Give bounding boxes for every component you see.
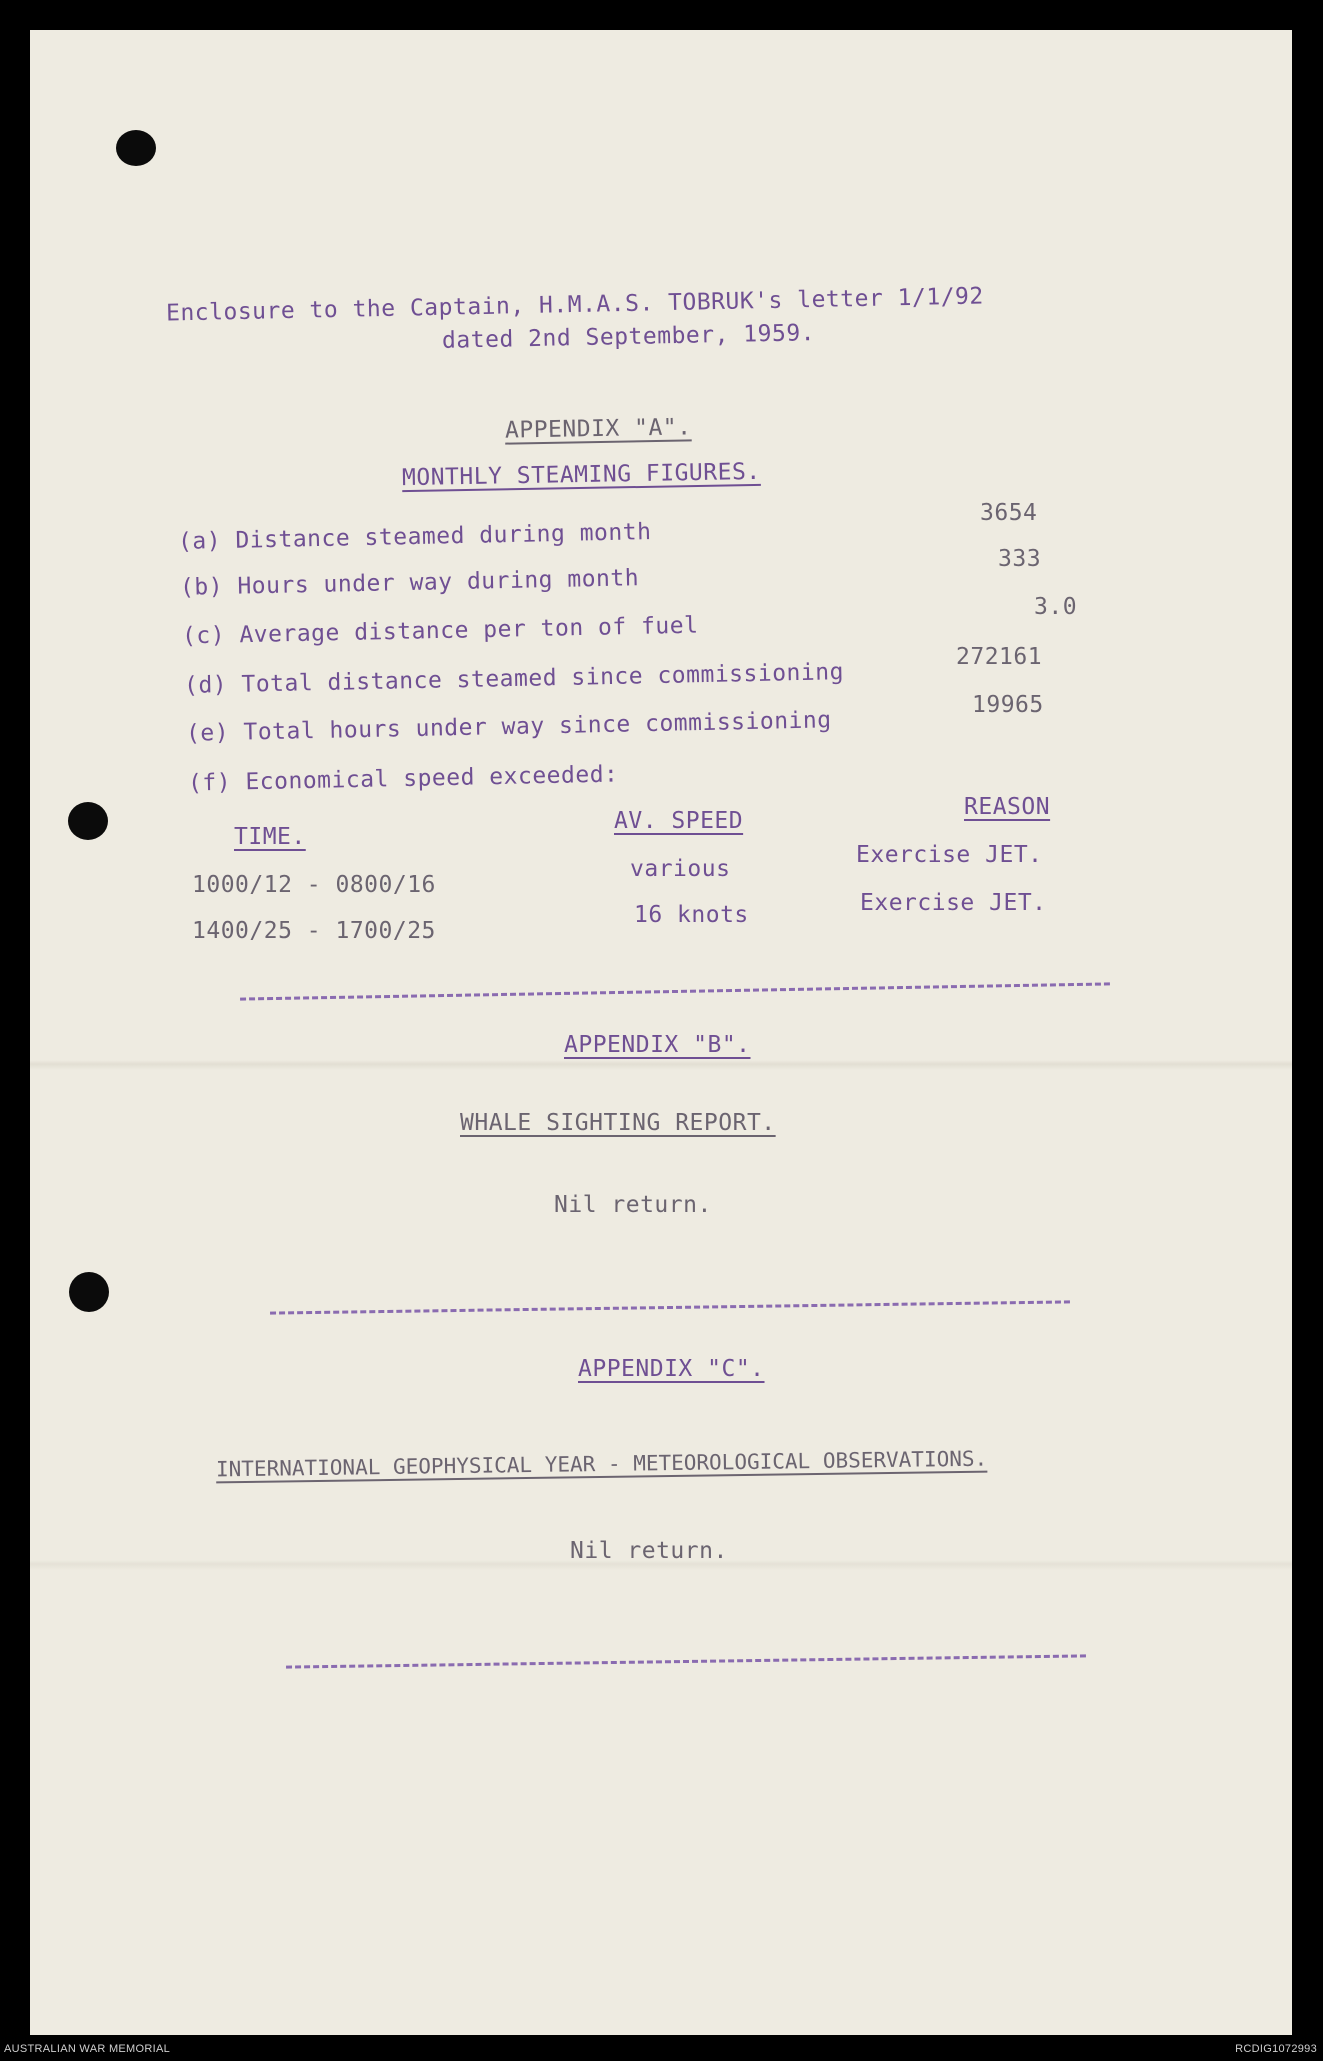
row-1-reason: Exercise JET. <box>856 842 1043 868</box>
item-a-label: (a) Distance steamed during month <box>177 519 652 555</box>
row-1-speed: various <box>630 856 731 882</box>
row-2-speed: 16 knots <box>634 902 749 928</box>
document-page <box>30 30 1292 2035</box>
appendix-b-title: APPENDIX "B". <box>564 1032 751 1058</box>
item-d-label: (d) Total distance steamed since commissioning <box>183 659 845 699</box>
footer-credit: AUSTRALIAN WAR MEMORIAL <box>4 2043 171 2055</box>
appendix-c-subtitle: INTERNATIONAL GEOPHYSICAL YEAR - METEOROLOGICAL OBSERVATIONS. <box>215 1446 988 1482</box>
appendix-c-title: APPENDIX "C". <box>578 1356 765 1382</box>
item-e-label: (e) Total hours under way since commissioning <box>185 707 832 747</box>
item-b-label: (b) Hours under way during month <box>179 565 640 601</box>
footer-id: RCDIG1072993 <box>1235 2043 1317 2055</box>
separator-dashes-2 <box>270 1300 1070 1314</box>
item-d-value: 272161 <box>956 644 1043 670</box>
appendix-a-title: APPENDIX "A". <box>504 414 692 444</box>
item-c-value: 3.0 <box>1034 594 1078 620</box>
table-header-time: TIME. <box>234 824 306 850</box>
row-2-time: 1400/25 - 1700/25 <box>192 918 436 944</box>
punch-hole-top <box>116 130 156 166</box>
header-line-1: Enclosure to the Captain, H.M.A.S. TOBRUK's letter 1/1/92 <box>165 283 984 327</box>
item-c-label: (c) Average distance per ton of fuel <box>181 612 699 650</box>
separator-dashes-3 <box>286 1654 1086 1668</box>
punch-hole-lower <box>69 1272 109 1312</box>
table-header-speed: AV. SPEED <box>614 808 744 834</box>
table-header-reason: REASON <box>964 794 1051 820</box>
item-b-value: 333 <box>998 546 1042 572</box>
item-a-value: 3654 <box>980 500 1038 526</box>
appendix-c-body: Nil return. <box>570 1538 728 1564</box>
item-e-value: 19965 <box>972 692 1044 718</box>
header-line-2: dated 2nd September, 1959. <box>441 320 816 354</box>
appendix-b-subtitle: WHALE SIGHTING REPORT. <box>460 1110 776 1136</box>
item-f-label: (f) Economical speed exceeded: <box>187 761 619 797</box>
appendix-b-body: Nil return. <box>554 1192 712 1218</box>
punch-hole-middle <box>68 802 108 840</box>
separator-dashes-1 <box>240 982 1110 1000</box>
row-1-time: 1000/12 - 0800/16 <box>192 872 436 898</box>
row-2-reason: Exercise JET. <box>860 890 1047 916</box>
appendix-a-subtitle: MONTHLY STEAMING FIGURES. <box>401 458 761 492</box>
